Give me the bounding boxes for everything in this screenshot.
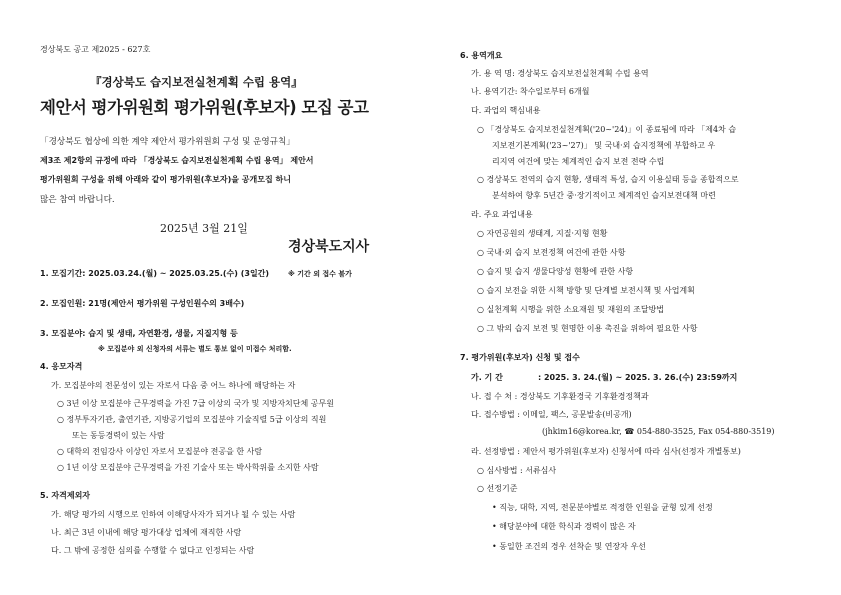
project-title: 『경상북도 습지보전실천계획 수립 용역』 [90,75,303,89]
section-4-item: 가. 모집분야의 전문성이 있는 자로서 다음 중 어느 하나에 해당하는 자 [51,381,296,390]
application-line: 다. 접수방법 : 이메일, 팩스, 공문발송(비공개) [471,410,632,419]
qualification-item: ○ 1년 이상 모집분야 근무경력을 가진 기술사 또는 박사학위를 소지한 사람 [57,463,319,472]
core-content-item: ○ 「경상북도 습지보전실천계획('20~'24)」이 종료됨에 따라 「제4차 습 [477,125,737,134]
announcement-date: 2025년 3월 21일 [160,222,248,235]
intro-line: 제3조 제2항의 규정에 따라 「경상북도 습지보전실천계획 수립 용역」 제안서 [40,156,314,165]
intro-line: 「경상북도 협상에 의한 계약 제안서 평가위원회 구성 및 운영규칙」 [40,137,295,147]
qualification-item: ○ 3년 이상 모집분야 근무경력을 가진 7급 이상의 국가 및 지방자치단체 공무원 [57,399,334,408]
application-period-label: 가. 기 간 [471,373,503,382]
intro-line: 많은 참여 바랍니다. [40,195,115,205]
main-task-item: ○ 실천계획 시행을 위한 소요재원 및 재원의 조달방법 [477,305,665,314]
main-title: 제안서 평가위원회 평가위원(후보자) 모집 공고 [40,98,369,117]
intro-line: 평가위원회 구성을 위해 아래와 같이 평가위원(후보자)을 공개모집 하니 [40,175,291,184]
section-6-heading: 6. 용역개요 [460,51,503,60]
issuer-name: 경상북도지사 [288,239,370,255]
qualification-item: 또는 동등경력이 있는 사람 [72,431,165,440]
field-note: ※ 모집분야 외 신청자의 서류는 별도 통보 없이 미접수 처리함. [98,345,292,353]
exclusion-item: 다. 그 밖에 공정한 심의를 수행할 수 없다고 인정되는 사람 [51,546,255,555]
main-task-item: ○ 국내·외 습지 보전정책 여건에 관한 사항 [477,248,626,257]
application-line: 나. 접 수 처 : 경상북도 기후환경국 기후환경정책과 [471,392,649,401]
contact-info: (jhkim16@korea.kr, ☎ 054-880-3525, Fax 054-880-3519) [542,427,775,436]
main-tasks-heading: 라. 주요 과업내용 [471,210,533,219]
core-content-item: 리지역 여건에 맞는 체계적인 습지 보전 전략 수립 [492,157,665,166]
overview-line: 가. 용 역 명: 경상북도 습지보전실천계획 수립 용역 [471,69,649,78]
section-7-heading: 7. 평가위원(후보자) 신청 및 접수 [460,353,580,362]
recruit-period: 1. 모집기간: 2025.03.24.(월) ~ 2025.03.25.(수) (3일간) [40,269,270,278]
application-line: ○ 심사방법 : 서류심사 [477,466,557,475]
section-4-heading: 4. 응모자격 [40,362,83,371]
qualification-item: ○ 대학의 전임강사 이상인 자로서 모집분야 전공을 한 사람 [57,447,263,456]
application-line: 라. 선정방법 : 제안서 평가위원(후보자) 신청서에 따라 심사(선정자 개별통보) [471,447,741,456]
exclusion-item: 가. 해당 평가의 시행으로 인하여 이해당사자가 되거나 될 수 있는 사람 [51,510,296,519]
core-content-item: 지보전기본계획('23~'27)」 및 국내·외 습지정책에 부합하고 우 [492,141,716,150]
period-note: ※ 기간 외 접수 불가 [288,270,352,278]
notice-number: 경상북도 공고 제2025 - 627호 [40,45,151,54]
application-period-value: : 2025. 3. 24.(월) ~ 2025. 3. 26.(수) 23:59까지 [538,373,738,382]
main-task-item: ○ 습지 보전을 위한 시책 방향 및 단계별 보전시책 및 사업계획 [477,286,695,295]
section-5-heading: 5. 자격제외자 [40,491,91,500]
selection-criterion: • 직능, 대학, 지역, 전문분야별로 적정한 인원을 균형 있게 선정 [492,503,713,512]
core-content-item: 분석하여 향후 5년간 중·장기적이고 체계적인 습지보전대책 마련 [492,191,716,200]
core-content-item: ○ 경상북도 전역의 습지 현황, 생태적 특성, 습지 이용실태 등을 종합적으로 [477,175,739,184]
selection-criterion: • 해당분야에 대한 학식과 경력이 많은 자 [492,522,636,531]
main-task-item: ○ 자연공원의 생태계, 지질·지형 현황 [477,229,608,238]
overview-line: 다. 과업의 핵심내용 [471,106,541,115]
main-task-item: ○ 그 밖의 습지 보전 및 현명한 이용 촉진을 위하여 필요한 사항 [477,324,698,333]
recruit-count: 2. 모집인원: 21명(제안서 평가위원 구성인원수의 3배수) [40,299,245,308]
selection-criterion: • 동일한 조건의 경우 선착순 및 연장자 우선 [492,542,646,551]
recruit-field: 3. 모집분야: 습지 및 생태, 자연환경, 생물, 지질지형 등 [40,329,238,338]
main-task-item: ○ 습지 및 습지 생물다양성 현황에 관한 사항 [477,267,634,276]
application-line: ○ 선정기준 [477,484,518,493]
qualification-item: ○ 정부투자기관, 출연기관, 지방공기업의 모집분야 기술직렬 5급 이상의 직원 [57,415,327,424]
overview-line: 나. 용역기간: 착수일로부터 6개월 [471,87,590,96]
exclusion-item: 나. 최근 3년 이내에 해당 평가대상 업체에 재직한 사람 [51,528,242,537]
